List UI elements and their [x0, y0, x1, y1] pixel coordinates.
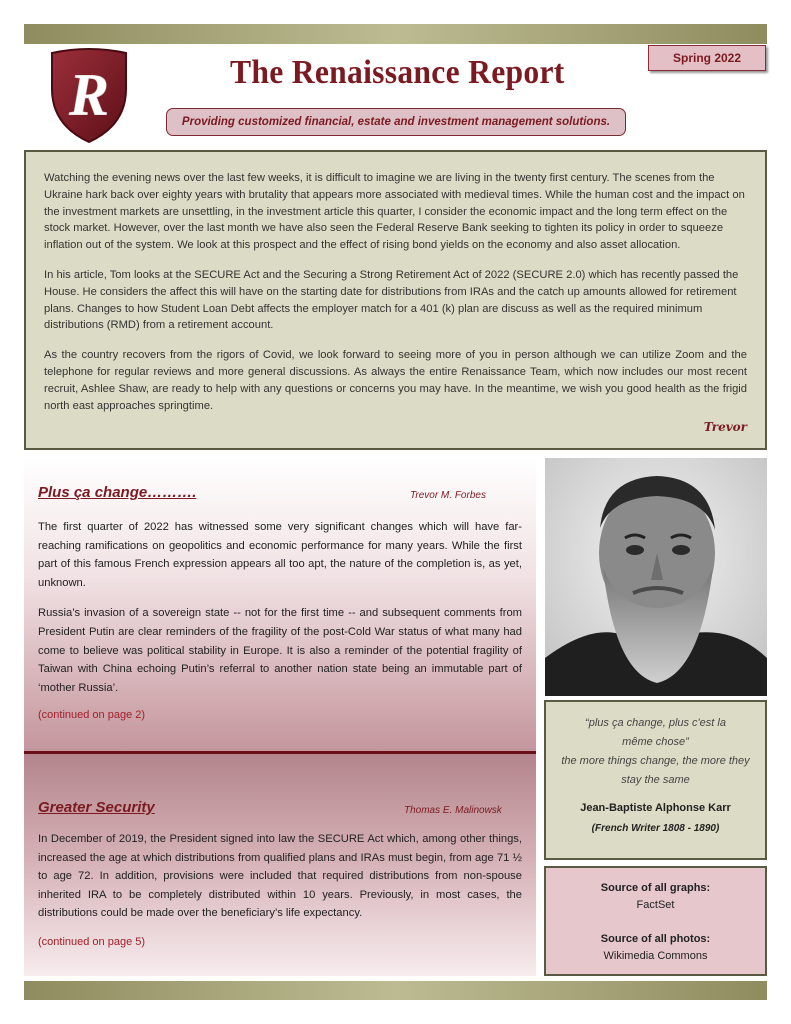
- article-paragraph: The first quarter of 2022 has witnessed some very significant changes which will have far-reaching ramifications on geopolitics and economic performance for many years. While the first part of this famous French expression appears all too apt, the nature of the completion is, as yet, unknown.: [38, 521, 522, 589]
- sources-box: [544, 866, 767, 976]
- quote-line: même chose”: [622, 736, 689, 748]
- graphs-source-label: Source of all graphs:: [600, 882, 711, 894]
- logo-letter: R: [68, 62, 110, 128]
- article-body: [38, 830, 522, 935]
- continued-link[interactable]: (continued on page 5): [38, 936, 146, 948]
- intro-paragraph: As the country recovers from the rigors of Covid, we look forward to seeing more of you in person although we can utilize Zoom and the telephone for regular reviews and more general discussions. As always the entire Renaissance Team, which now includes our most recent recruit, Ashlee Shaw, are ready to help with any questions or concerns you may have. In the meantime, we wish you good health as the frigid north east approaches springtime.: [44, 349, 747, 412]
- intro-paragraph: In his article, Tom looks at the SECURE Act and the Securing a Strong Retirement Act of 2022 (SECURE 2.0) which has recently passed the House. He considers the affect this will have on the starting date for distributions from IRAs and the catch up amounts allowed for retirement plans. Changes to how Student Loan Debt affects the employer match for a 401 (k) plan are discuss as well as the required minimum distributions (RMD) from a retirement account.: [44, 268, 739, 332]
- top-decorative-bar: [24, 24, 767, 44]
- shield-icon: [46, 47, 132, 145]
- season-badge: Spring 2022: [648, 45, 766, 71]
- quote-line: the more things change, the more they: [561, 755, 750, 767]
- article-title[interactable]: Plus ça change……….: [38, 484, 197, 501]
- intro-paragraph: Watching the evening news over the last few weeks, it is difficult to imagine we are living in the twenty first century. The scenes from the Ukraine hark back over eighty years with brutality that appears more associated with medieval times. While the human cost and the impact on the investment markets are unsettling, in the investment article this quarter, I consider the economic impact and the long term effect on the stock market. However, over the last month we have also seen the Federal Reserve Bank seeking to tighten its policy in order to squeeze inflation out of the system. We look at this prospect and the effect of rising bond yields on the economy and also asset allocation.: [44, 172, 745, 252]
- article-plus-ca-change: [24, 457, 536, 754]
- page-title: The Renaissance Report: [230, 54, 565, 91]
- article-paragraph: In December of 2019, the President signed into law the SECURE Act which, among other things, increased the age at which distributions from qualified plans and IRAs must begin, from age 71 ½ to age 72. In addition, provisions were included that required distributions from non-spouse inherited IRA to be completely distributed within 10 years. Previously, in most cases, the distributions could be made over the beneficiary’s life expectancy.: [38, 833, 522, 920]
- quote-box: [544, 700, 767, 860]
- intro-letter: [24, 150, 767, 450]
- bottom-decorative-bar: [24, 981, 767, 1000]
- quote-line: stay the same: [621, 774, 690, 786]
- signature: Trevor: [703, 420, 747, 434]
- photos-source-value: Wikimedia Commons: [603, 950, 708, 962]
- photos-source-label: Source of all photos:: [600, 933, 711, 945]
- quote-author: Jean-Baptiste Alphonse Karr: [580, 802, 731, 814]
- quote-author-dates: (French Writer 1808 - 1890): [591, 823, 720, 834]
- tagline: Providing customized financial, estate and investment management solutions.: [166, 108, 626, 136]
- continued-link[interactable]: (continued on page 2): [38, 709, 146, 721]
- graphs-source-value: FactSet: [636, 899, 675, 911]
- portrait-photo: [545, 458, 767, 696]
- quote-line: “plus ça change, plus c'est la: [585, 717, 726, 729]
- article-author: Thomas E. Malinowsk: [404, 805, 502, 816]
- article-author: Trevor M. Forbes: [410, 490, 486, 501]
- article-greater-security: [24, 754, 536, 976]
- article-title[interactable]: Greater Security: [38, 799, 155, 816]
- article-paragraph: Russia’s invasion of a sovereign state -- not for the first time -- and subsequent comments from President Putin are clear reminders of the fragility of the post-Cold War status of what many had come to believe was political stability in Europe. It is also a reminder of the potential fragility of Taiwan with China echoing Putin’s referral to another nation state being an immutable part of ‘mother Russia’.: [38, 607, 522, 694]
- article-body: [38, 518, 522, 709]
